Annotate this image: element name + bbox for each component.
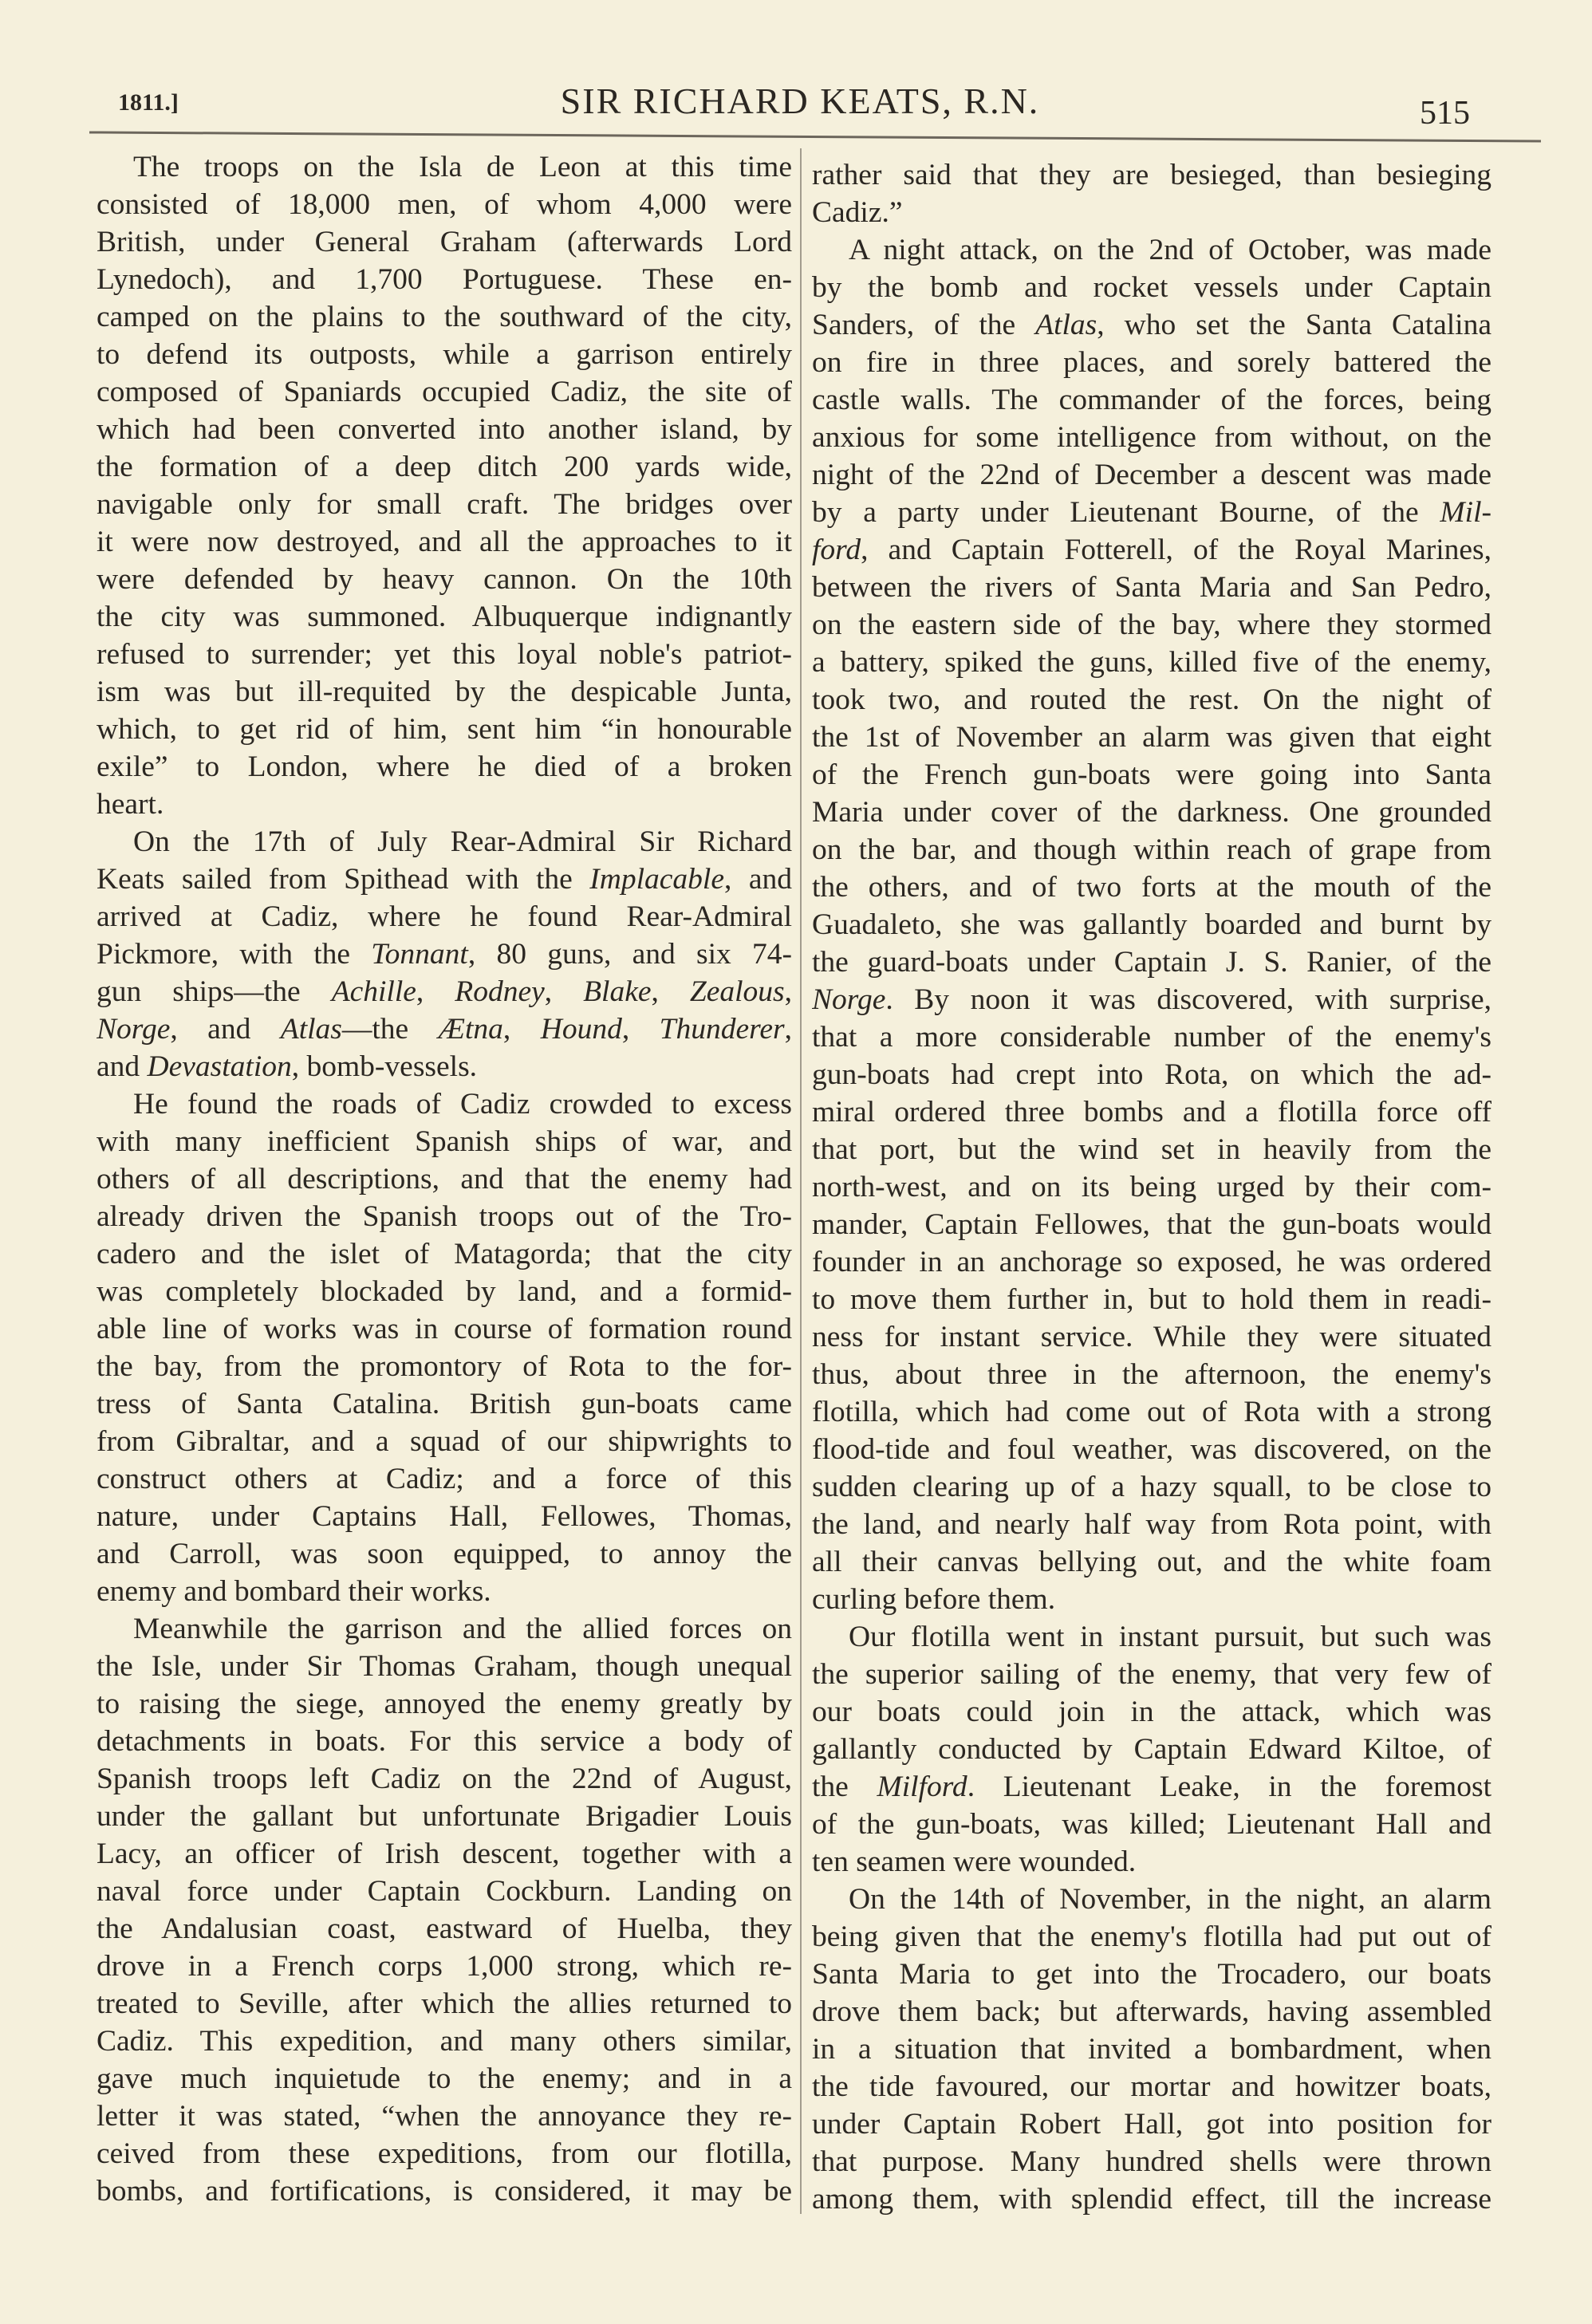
- text-run: , and Captain Fotterell, of the Royal Marines,: [861, 534, 1492, 566]
- text-line: [97, 636, 792, 673]
- text-line: [97, 748, 792, 786]
- text-run: ten seamen were wounded.: [812, 1845, 1137, 1878]
- text-line: [812, 1431, 1492, 1468]
- text-line: [812, 1506, 1492, 1543]
- text-run: flood-tide and foul weather, was discovered, on the: [812, 1433, 1492, 1466]
- text-line: [97, 1235, 792, 1273]
- text-run: others of all descriptions, and that the enemy had: [97, 1163, 792, 1195]
- text-line: [812, 1018, 1492, 1056]
- text-run: among them, with splendid effect, till the increase: [812, 2183, 1492, 2216]
- text-line: [812, 419, 1492, 456]
- text-line: [97, 1535, 792, 1573]
- text-line: [812, 1581, 1492, 1618]
- italic-ship-name: Implacable: [589, 863, 724, 896]
- text-line: [97, 411, 792, 448]
- text-line: [97, 523, 792, 561]
- text-run: enemy and bombard their works.: [97, 1575, 491, 1608]
- text-run: On the 17th of July Rear-Admiral Sir Richard: [133, 825, 792, 858]
- text-line: [97, 336, 792, 373]
- text-run: that a more considerable number of the enemy's: [812, 1021, 1492, 1054]
- paragraph: [812, 156, 1492, 231]
- text-line: [812, 456, 1492, 494]
- text-run: camped on the plains to the southward of the city,: [97, 301, 792, 333]
- italic-ship-name: Devastation: [147, 1050, 292, 1083]
- text-run: by the bomb and rocket vessels under Captain: [812, 271, 1492, 304]
- text-run: navigable only for small craft. The bridges over: [97, 488, 792, 521]
- text-run: to move them further in, but to hold them in readi-: [812, 1283, 1492, 1316]
- text-run: the others, and of two forts at the mouth of the: [812, 871, 1492, 904]
- text-line: [812, 1618, 1492, 1656]
- text-run: —the: [341, 1013, 439, 1046]
- text-line: [812, 906, 1492, 943]
- text-run: the Isle, under Sir Thomas Graham, though unequal: [97, 1650, 792, 1683]
- text-run: it were now destroyed, and all the approaches to it: [97, 526, 792, 558]
- text-run: tress of Santa Catalina. British gun-boats came: [97, 1388, 792, 1420]
- text-run: ,: [651, 975, 690, 1008]
- text-line: [812, 381, 1492, 419]
- text-run: construct others at Cadiz; and a force of this: [97, 1463, 792, 1495]
- text-run: with many inefficient Spanish ships of war, and: [97, 1125, 792, 1158]
- text-line: [812, 1693, 1492, 1731]
- text-line: [97, 898, 792, 936]
- text-line: [812, 269, 1492, 306]
- text-line: [812, 1918, 1492, 1956]
- text-run: north-west, and on its being urged by their com-: [812, 1171, 1492, 1203]
- text-run: ,: [621, 1013, 660, 1046]
- text-run: mander, Captain Fellowes, that the gun-boats would: [812, 1208, 1492, 1241]
- text-line: [97, 1198, 792, 1235]
- text-run: took two, and routed the rest. On the night of: [812, 683, 1492, 716]
- text-run: Cadiz.”: [812, 196, 903, 229]
- text-line: [812, 1731, 1492, 1768]
- text-run: ,: [416, 975, 455, 1008]
- text-line: [812, 1543, 1492, 1581]
- text-line: [812, 1806, 1492, 1843]
- text-run: The troops on the Isla de Leon at this time: [133, 151, 792, 183]
- text-line: [97, 1010, 792, 1048]
- text-line: [812, 1356, 1492, 1393]
- text-line: [812, 1093, 1492, 1131]
- text-line: [812, 1131, 1492, 1168]
- text-run: the superior sailing of the enemy, that very few of: [812, 1658, 1492, 1691]
- text-line: [812, 1243, 1492, 1281]
- text-run: and: [97, 1050, 148, 1083]
- text-line: [97, 598, 792, 636]
- text-run: sudden clearing up of a hazy squall, to be close to: [812, 1471, 1492, 1503]
- text-line: [97, 1835, 792, 1873]
- text-run: the land, and nearly half way from Rota point, with: [812, 1508, 1492, 1541]
- running-head-title: SIR RICHARD KEATS, R.N.: [560, 81, 1040, 121]
- text-line: [812, 719, 1492, 756]
- italic-ship-name: Norge: [812, 983, 886, 1016]
- text-line: [812, 1956, 1492, 1993]
- text-run: by a party under Lieutenant Bourne, of the: [812, 496, 1440, 529]
- text-line: [812, 756, 1492, 794]
- text-run: already driven the Spanish troops out of the Tro-: [97, 1200, 792, 1233]
- text-line: [97, 1385, 792, 1423]
- text-run: On the 14th of November, in the night, an alarm: [849, 1883, 1492, 1916]
- text-run: Spanish troops left Cadiz on the 22nd of August,: [97, 1763, 792, 1795]
- header-rule: [89, 131, 1541, 142]
- text-run: detachments in boats. For this service a body of: [97, 1725, 792, 1758]
- text-line: [97, 1873, 792, 1910]
- text-line: [97, 1310, 792, 1348]
- text-run: . Lieutenant Leake, in the foremost: [967, 1771, 1492, 1803]
- text-run: ceived from these expeditions, from our flotilla,: [97, 2137, 792, 2170]
- paragraph: [812, 1618, 1492, 1881]
- text-line: [97, 1910, 792, 1948]
- text-run: our boats could join in the attack, which was: [812, 1696, 1492, 1728]
- text-run: and Carroll, was soon equipped, to annoy the: [97, 1538, 792, 1570]
- text-line: [812, 1056, 1492, 1093]
- text-line: [812, 1393, 1492, 1431]
- text-run: from Gibraltar, and a squad of our shipwrights to: [97, 1425, 792, 1458]
- text-run: ism was but ill-requited by the despicable Junta,: [97, 676, 792, 708]
- text-run: Lacy, an officer of Irish descent, together with a: [97, 1838, 792, 1870]
- text-run: Pickmore, with the: [97, 938, 372, 971]
- text-run: A night attack, on the 2nd of October, was made: [849, 234, 1492, 266]
- text-line: [812, 156, 1492, 194]
- text-line: [97, 1723, 792, 1760]
- text-line: [97, 223, 792, 261]
- italic-ship-name: Atlas: [1035, 309, 1097, 341]
- text-line: [812, 606, 1492, 644]
- italic-ship-name: Thunderer: [659, 1013, 785, 1046]
- text-line: [812, 1206, 1492, 1243]
- text-line: [97, 448, 792, 486]
- text-run: Maria under cover of the darkness. One grounded: [812, 796, 1492, 829]
- text-run: under Captain Robert Hall, got into position for: [812, 2108, 1492, 2141]
- text-line: [97, 1985, 792, 2023]
- text-run: the: [812, 1771, 877, 1803]
- text-run: heart.: [97, 788, 164, 821]
- text-run: able line of works was in course of formation round: [97, 1313, 792, 1345]
- italic-ship-name: Mil-: [1440, 496, 1492, 529]
- text-run: ,: [502, 1013, 541, 1046]
- text-line: [97, 2098, 792, 2135]
- text-run: founder in an anchorage so exposed, he was ordered: [812, 1246, 1492, 1278]
- text-run: the formation of a deep ditch 200 yards wide,: [97, 451, 792, 483]
- text-run: ,: [544, 975, 584, 1008]
- text-line: [812, 1168, 1492, 1206]
- text-line: [97, 1085, 792, 1123]
- text-line: [812, 194, 1492, 231]
- text-run: the 1st of November an alarm was given that eight: [812, 721, 1492, 754]
- text-line: [97, 298, 792, 336]
- paragraph: [812, 231, 1492, 1618]
- text-run: on fire in three places, and sorely battered the: [812, 346, 1492, 379]
- italic-ship-name: Atlas: [280, 1013, 342, 1046]
- text-run: bombs, and fortifications, is considered, it may be: [97, 2175, 792, 2208]
- text-run: ,: [784, 1013, 792, 1046]
- text-line: [97, 1798, 792, 1835]
- column-divider: [800, 148, 802, 2214]
- paragraph: [812, 1881, 1492, 2218]
- text-line: [97, 1048, 792, 1085]
- text-run: which had been converted into another island, by: [97, 413, 792, 446]
- text-line: [97, 486, 792, 523]
- text-run: cadero and the islet of Matagorda; that the city: [97, 1238, 792, 1270]
- text-run: nature, under Captains Hall, Fellowes, Thomas,: [97, 1500, 792, 1533]
- text-run: all their canvas bellying out, and the white foam: [812, 1546, 1492, 1578]
- text-line: [97, 1948, 792, 1985]
- text-line: [812, 306, 1492, 344]
- text-line: [812, 1656, 1492, 1693]
- text-line: [97, 1648, 792, 1685]
- text-run: flotilla, which had come out of Rota with a strong: [812, 1396, 1492, 1428]
- text-line: [97, 823, 792, 861]
- text-run: ,: [784, 975, 792, 1008]
- text-line: [812, 1281, 1492, 1318]
- text-line: [812, 2031, 1492, 2068]
- text-run: castle walls. The commander of the forces, being: [812, 384, 1492, 416]
- italic-ship-name: Hound: [540, 1013, 622, 1046]
- text-run: to raising the siege, annoyed the enemy greatly by: [97, 1688, 792, 1720]
- text-line: [97, 711, 792, 748]
- text-line: [97, 673, 792, 711]
- text-line: [97, 1123, 792, 1160]
- text-line: [812, 681, 1492, 719]
- text-line: [812, 794, 1492, 831]
- text-run: that port, but the wind set in heavily from the: [812, 1133, 1492, 1166]
- text-run: naval force under Captain Cockburn. Landing on: [97, 1875, 792, 1908]
- text-run: drove them back; but afterwards, having assembled: [812, 1995, 1492, 2028]
- text-line: [97, 2135, 792, 2172]
- italic-ship-name: Rodney: [455, 975, 545, 1008]
- text-run: were defended by heavy cannon. On the 10th: [97, 563, 792, 596]
- text-line: [812, 1318, 1492, 1356]
- text-line: [97, 1460, 792, 1498]
- text-run: anxious for some intelligence from without, on the: [812, 421, 1492, 454]
- running-head-year: 1811.]: [118, 89, 179, 116]
- text-line: [812, 2068, 1492, 2105]
- text-line: [812, 2180, 1492, 2218]
- text-run: Meanwhile the garrison and the allied forces on: [133, 1613, 792, 1645]
- text-line: [97, 786, 792, 823]
- italic-ship-name: ford: [812, 534, 861, 566]
- text-run: that purpose. Many hundred shells were thrown: [812, 2145, 1492, 2178]
- text-line: [97, 1160, 792, 1198]
- text-run: a battery, spiked the guns, killed five of the enemy,: [812, 646, 1492, 679]
- paragraph: [97, 1610, 792, 2210]
- text-run: gallantly conducted by Captain Edward Kiltoe, of: [812, 1733, 1492, 1766]
- italic-ship-name: Zealous: [689, 975, 785, 1008]
- text-line: [97, 373, 792, 411]
- text-run: consisted of 18,000 men, of whom 4,000 were: [97, 188, 792, 221]
- text-run: letter it was stated, “when the annoyance they re-: [97, 2100, 792, 2133]
- text-run: Santa Maria to get into the Trocadero, our boats: [812, 1958, 1492, 1991]
- text-line: [812, 1881, 1492, 1918]
- text-run: Guadaleto, she was gallantly boarded and burnt by: [812, 908, 1492, 941]
- text-line: [812, 1768, 1492, 1806]
- text-line: [812, 2143, 1492, 2180]
- paragraph: [97, 148, 792, 823]
- text-run: gun ships—the: [97, 975, 332, 1008]
- text-line: [812, 231, 1492, 269]
- text-run: on the bar, and though within reach of grape from: [812, 833, 1492, 866]
- text-line: [812, 569, 1492, 606]
- text-line: [812, 943, 1492, 981]
- text-line: [812, 1468, 1492, 1506]
- text-run: Lynedoch), and 1,700 Portuguese. These en-: [97, 263, 792, 296]
- text-line: [812, 344, 1492, 381]
- text-line: [812, 981, 1492, 1018]
- text-line: [97, 1348, 792, 1385]
- text-run: British, under General Graham (afterwards Lord: [97, 226, 792, 258]
- text-run: , and: [724, 863, 792, 896]
- text-line: [97, 2172, 792, 2210]
- text-line: [97, 1573, 792, 1610]
- italic-ship-name: Achille: [331, 975, 416, 1008]
- text-run: Keats sailed from Spithead with the: [97, 863, 590, 896]
- text-run: exile” to London, where he died of a broken: [97, 750, 792, 783]
- text-line: [97, 973, 792, 1010]
- text-line: [97, 148, 792, 186]
- text-line: [97, 1610, 792, 1648]
- text-line: [812, 869, 1492, 906]
- text-line: [97, 2060, 792, 2098]
- right-column: [812, 156, 1492, 2218]
- text-run: , 80 guns, and six 74-: [467, 938, 792, 971]
- text-line: [97, 861, 792, 898]
- text-run: of the French gun-boats were going into Santa: [812, 758, 1492, 791]
- text-line: [812, 831, 1492, 869]
- text-line: [812, 1993, 1492, 2031]
- text-run: , and: [170, 1013, 281, 1046]
- text-run: , who set the Santa Catalina: [1097, 309, 1492, 341]
- text-run: the city was summoned. Albuquerque indignantly: [97, 601, 792, 633]
- text-run: being given that the enemy's flotilla had put out of: [812, 1920, 1492, 1953]
- text-run: the guard-boats under Captain J. S. Ranier, of the: [812, 946, 1492, 979]
- text-run: miral ordered three bombs and a flotilla force off: [812, 1096, 1492, 1129]
- text-line: [97, 1423, 792, 1460]
- text-line: [812, 531, 1492, 569]
- text-line: [812, 1843, 1492, 1881]
- italic-ship-name: Milford: [877, 1771, 967, 1803]
- text-run: was completely blockaded by land, and a formid-: [97, 1275, 792, 1308]
- text-run: arrived at Cadiz, where he found Rear-Admiral: [97, 900, 792, 933]
- text-line: [97, 1685, 792, 1723]
- text-run: between the rivers of Santa Maria and San Pedro,: [812, 571, 1492, 604]
- text-run: drove in a French corps 1,000 strong, which re-: [97, 1950, 792, 1983]
- text-line: [812, 644, 1492, 681]
- paragraph: [97, 1085, 792, 1610]
- text-run: Sanders, of the: [812, 309, 1036, 341]
- text-line: [97, 186, 792, 223]
- text-run: He found the roads of Cadiz crowded to excess: [133, 1088, 792, 1121]
- text-run: gave much inquietude to the enemy; and in a: [97, 2062, 792, 2095]
- text-run: in a situation that invited a bombardment, when: [812, 2033, 1492, 2066]
- text-run: the tide favoured, our mortar and howitzer boats,: [812, 2070, 1492, 2103]
- text-run: thus, about three in the afternoon, the enemy's: [812, 1358, 1492, 1391]
- text-run: Cadiz. This expedition, and many others similar,: [97, 2025, 792, 2058]
- text-run: rather said that they are besieged, than besieging: [812, 159, 1492, 191]
- text-run: composed of Spaniards occupied Cadiz, the site of: [97, 376, 792, 408]
- text-line: [97, 1498, 792, 1535]
- text-run: Our flotilla went in instant pursuit, but such was: [849, 1621, 1492, 1653]
- paragraph: [97, 823, 792, 1085]
- italic-ship-name: Norge: [97, 1013, 171, 1046]
- text-run: night of the 22nd of December a descent was made: [812, 459, 1492, 491]
- text-line: [812, 2105, 1492, 2143]
- left-column: [97, 148, 792, 2210]
- text-line: [812, 494, 1492, 531]
- text-run: the bay, from the promontory of Rota to the for-: [97, 1350, 792, 1383]
- text-run: treated to Seville, after which the allies returned to: [97, 1987, 792, 2020]
- page-number: 515: [1420, 95, 1470, 132]
- italic-ship-name: Tonnant: [371, 938, 468, 971]
- text-run: under the gallant but unfortunate Brigadier Louis: [97, 1800, 792, 1833]
- text-line: [97, 561, 792, 598]
- text-run: to defend its outposts, while a garrison entirely: [97, 338, 792, 371]
- text-line: [97, 936, 792, 973]
- text-run: ness for instant service. While they were situated: [812, 1321, 1492, 1353]
- text-run: curling before them.: [812, 1583, 1056, 1616]
- text-run: which, to get rid of him, sent him “in honourable: [97, 713, 792, 746]
- text-line: [97, 2023, 792, 2060]
- text-run: of the gun-boats, was killed; Lieutenant Hall and: [812, 1808, 1492, 1841]
- text-run: . By noon it was discovered, with surprise,: [885, 983, 1492, 1016]
- text-line: [97, 1760, 792, 1798]
- text-line: [97, 261, 792, 298]
- text-run: , bomb-vessels.: [291, 1050, 478, 1083]
- italic-ship-name: Blake: [583, 975, 652, 1008]
- text-run: the Andalusian coast, eastward of Huelba, they: [97, 1912, 792, 1945]
- text-run: refused to surrender; yet this loyal noble's patriot-: [97, 638, 792, 671]
- text-run: on the eastern side of the bay, where they stormed: [812, 609, 1492, 641]
- italic-ship-name: Ætna: [438, 1013, 503, 1046]
- text-line: [97, 1273, 792, 1310]
- text-run: gun-boats had crept into Rota, on which the ad-: [812, 1058, 1492, 1091]
